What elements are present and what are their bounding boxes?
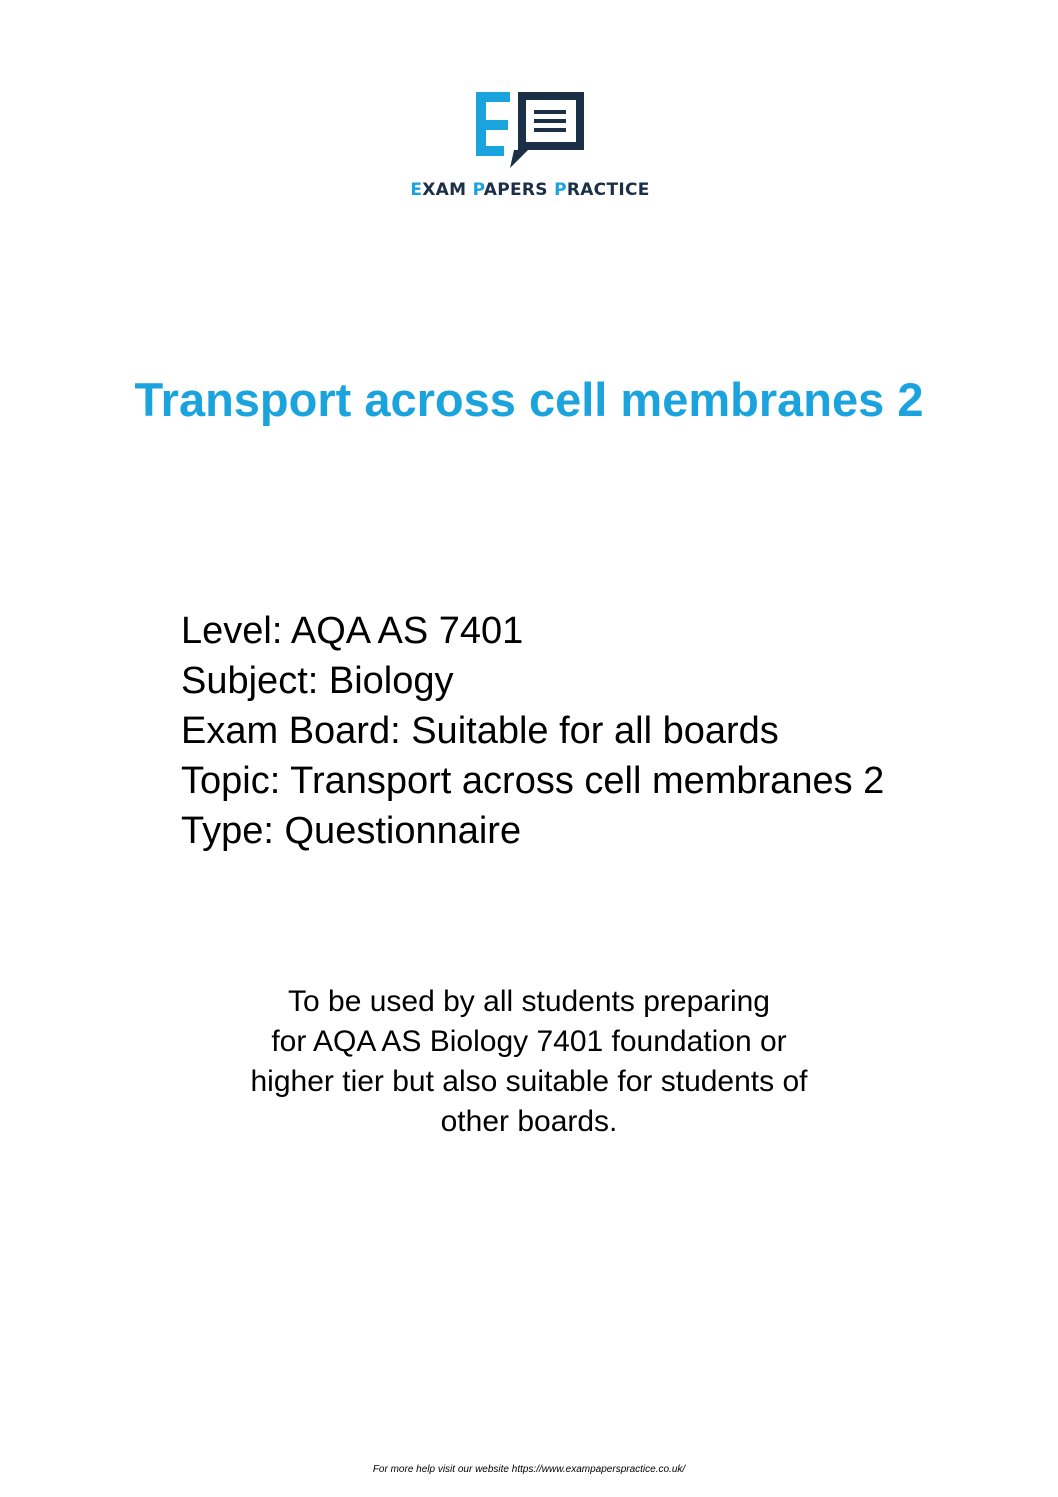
meta-topic: Topic: Transport across cell membranes 2 (181, 760, 885, 802)
brand-word-1: EXAM (410, 180, 473, 200)
brand-word-3: PRACTICE (554, 180, 650, 200)
meta-subject: Subject: Biology (181, 660, 454, 702)
note-line: higher tier but also suitable for students of (250, 1065, 808, 1098)
meta-exam-board: Exam Board: Suitable for all boards (181, 710, 779, 752)
meta-type: Type: Questionnaire (181, 810, 522, 852)
note-line: for AQA AS Biology 7401 foundation or (271, 1025, 787, 1058)
meta-level: Level: AQA AS 7401 (181, 610, 524, 652)
note-line: To be used by all students preparing (288, 985, 770, 1018)
brand-name (380, 180, 680, 200)
note-line: other boards. (440, 1105, 618, 1138)
audience-note (179, 982, 879, 1142)
exam-papers-practice-logo-icon (470, 88, 590, 172)
footer-website-note: For more help visit our website https://www.exampaperspractice.co.uk/ (372, 1464, 686, 1475)
brand-word-2: PAPERS (472, 180, 555, 200)
document-meta (181, 606, 884, 856)
document-title: Transport across cell membranes 2 (134, 373, 924, 426)
